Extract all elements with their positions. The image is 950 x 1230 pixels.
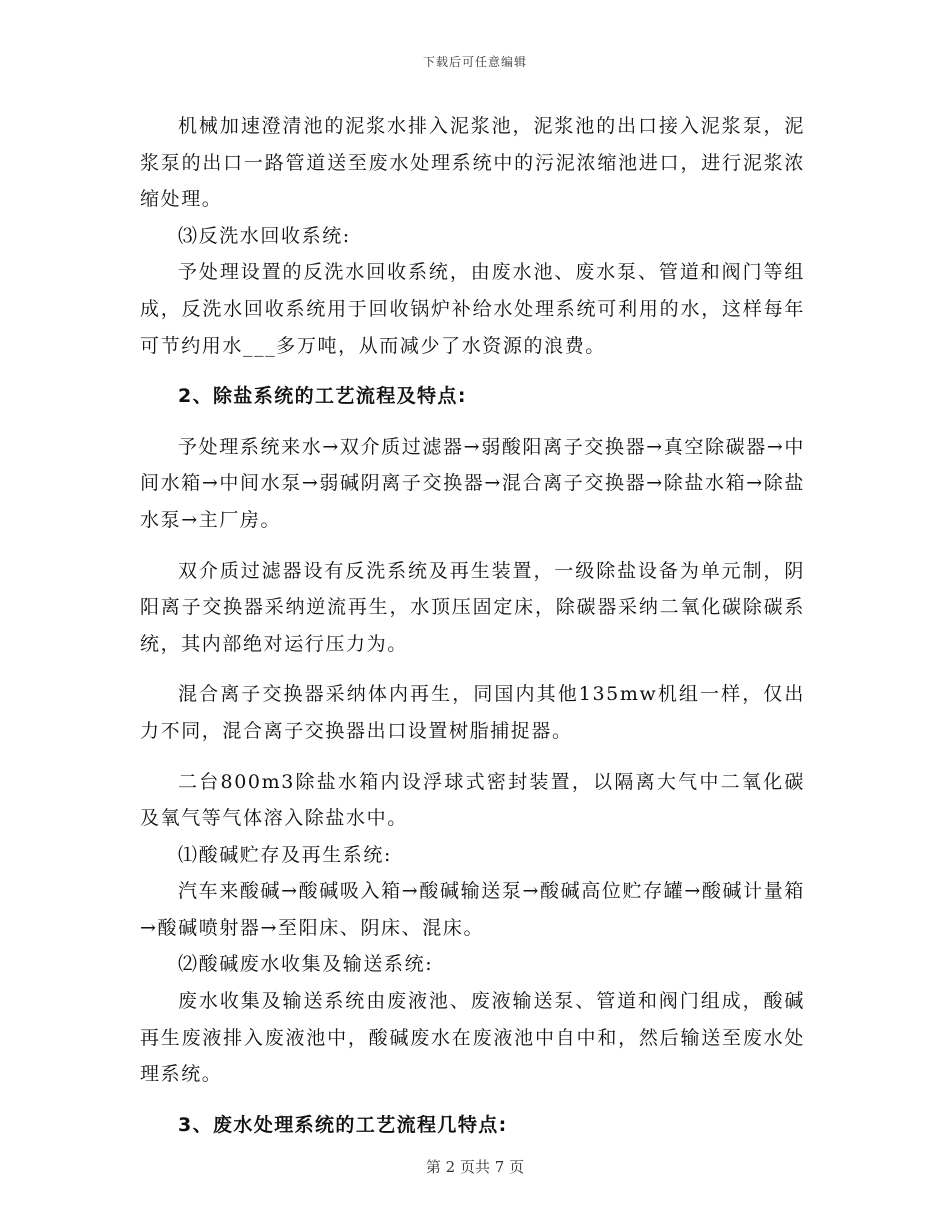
page-footer: 第 2 页共 7 页 bbox=[425, 1158, 525, 1176]
page-header: 下载后可任意编辑 bbox=[422, 55, 527, 69]
paragraph-dual-media-filter: 双介质过滤器设有反洗系统及再生装置，一级除盐设备为单元制，阴阳离子交换器采纳逆流再生，水顶压固定床，除碳器采纳二氧化碳除碳系统，其内部绝对运行压力为。 bbox=[140, 559, 805, 655]
paragraph-sludge: 机械加速澄清池的泥浆水排入泥浆池，泥浆池的出口接入泥浆泵，泥浆泵的出口一路管道送至废水处理系统中的污泥浓缩池进口，进行泥浆浓缩处理。 bbox=[140, 115, 805, 211]
paragraph-waste-collection: 废水收集及输送系统由废液池、废液输送泵、管道和阀门组成，酸碱再生废液排入废液池中，酸碱废水在废液池中自中和，然后输送至废水处理系统。 bbox=[140, 990, 805, 1086]
paragraph-desalination-flow: 予处理系统来水→双介质过滤器→弱酸阳离子交换器→真空除碳器→中间水箱→中间水泵→弱碱阴离子交换器→混合离子交换器→除盐水箱→除盐水泵→主厂房。 bbox=[140, 435, 805, 531]
paragraph-water-tank: 二台800m3除盐水箱内设浮球式密封装置，以隔离大气中二氧化碳及氧气等气体溶入除盐水中。 bbox=[140, 770, 805, 830]
subheading-acid-alkali-waste: ⑵酸碱废水收集及输送系统: bbox=[178, 953, 434, 976]
document-body bbox=[140, 108, 805, 1143]
heading-desalination: 2、除盐系统的工艺流程及特点: bbox=[178, 385, 467, 408]
paragraph-acid-alkali-flow: 汽车来酸碱→酸碱吸入箱→酸碱输送泵→酸碱高位贮存罐→酸碱计量箱→酸碱喷射器→至阳床、阴床、混床。 bbox=[140, 880, 805, 939]
paragraph-mixed-bed: 混合离子交换器采纳体内再生，同国内其他135mw机组一样，仅出力不同，混合离子交换器出口设置树脂捕捉器。 bbox=[140, 683, 805, 742]
paragraph-backwash: 予处理设置的反洗水回收系统，由废水池、废水泵、管道和阀门等组成，反洗水回收系统用于回收锅炉补给水处理系统可利用的水，这样每年可节约用水___多万吨，从而减少了水资源的浪费。 bbox=[140, 261, 805, 357]
subheading-acid-alkali-storage: ⑴酸碱贮存及再生系统: bbox=[178, 843, 393, 866]
subheading-backwash: ⑶反洗水回收系统: bbox=[178, 224, 351, 247]
heading-wastewater: 3、废水处理系统的工艺流程几特点: bbox=[178, 1113, 508, 1136]
